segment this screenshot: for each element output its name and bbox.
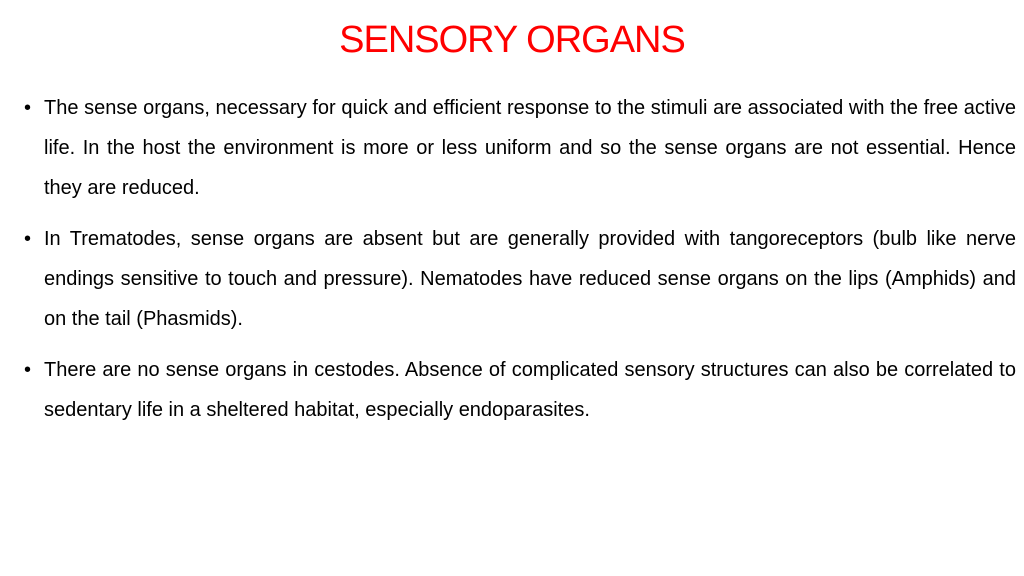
slide-title: SENSORY ORGANS bbox=[339, 19, 685, 61]
bullet-item bbox=[24, 219, 1016, 339]
bullet-item bbox=[24, 350, 1016, 430]
bullet-text: There are no sense organs in cestodes. Absence of complicated sensory structures can also be correlated to sedentary life in a sheltered habitat, especially endoparasites. bbox=[44, 359, 1016, 421]
bullet-list bbox=[24, 88, 1016, 441]
bullet-item bbox=[24, 88, 1016, 208]
bullet-icon: • bbox=[24, 228, 32, 250]
bullet-icon: • bbox=[24, 359, 32, 381]
bullet-text: The sense organs, necessary for quick and efficient response to the stimuli are associated with the free active life. In the host the environment is more or less uniform and so the sense organs are not essential. Hence they are reduced. bbox=[44, 97, 1016, 199]
bullet-icon: • bbox=[24, 97, 32, 119]
bullet-text: In Trematodes, sense organs are absent but are generally provided with tangoreceptors (bulb like nerve endings sensitive to touch and pressure). Nematodes have reduced sense organs on the lips (Amphids) and on the tail (Phasmids). bbox=[44, 228, 1016, 330]
